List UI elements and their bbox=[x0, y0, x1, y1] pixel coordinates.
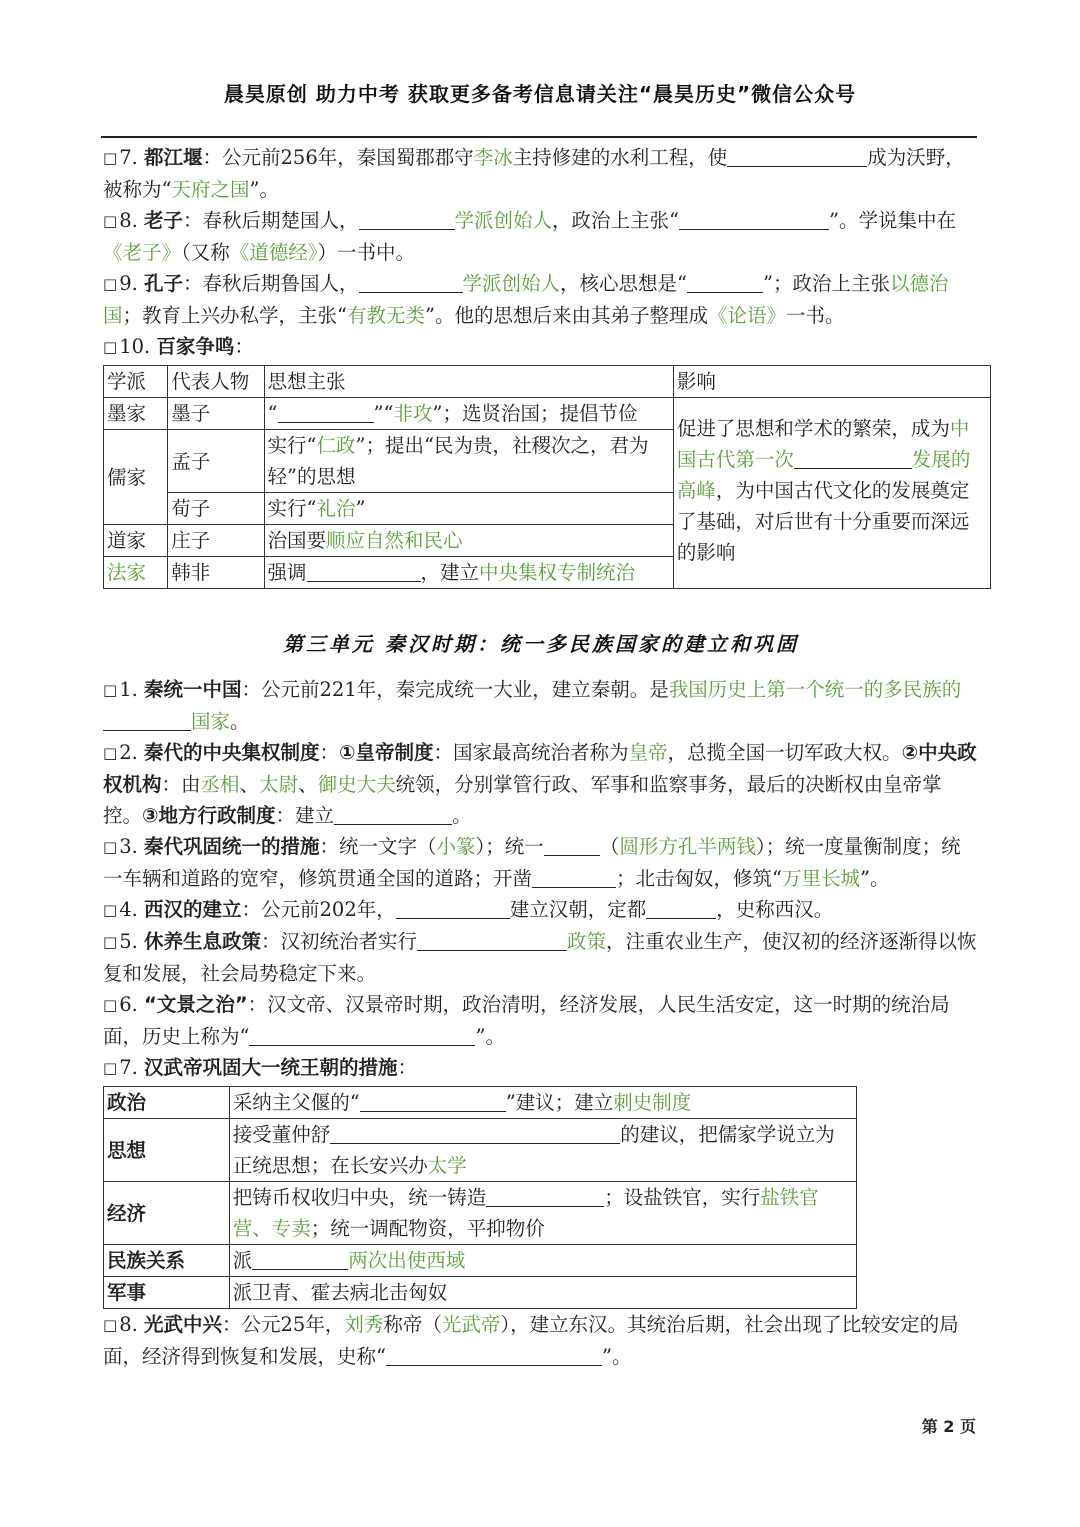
fill-blank[interactable] bbox=[330, 1121, 620, 1144]
item-hanwudi: □ 7. 汉武帝巩固大一统王朝的措施： bbox=[103, 1056, 418, 1079]
item-wenjing: □ 6. “文景之治”：汉文帝、汉景帝时期，政治清明，经济发展，人民生活安定，这一时期的统治局面，历史上称为“ ”。 bbox=[103, 993, 950, 1048]
page-number: 第 2 页 bbox=[921, 1417, 976, 1436]
fill-blank[interactable] bbox=[386, 1343, 602, 1366]
col-header: 影响 bbox=[673, 366, 990, 398]
fill-blank[interactable] bbox=[278, 400, 374, 423]
fill-blank[interactable] bbox=[360, 1089, 506, 1112]
item-xihan: □ 4. 西汉的建立：公元前202年， 建立汉朝，定都 ，史称西汉。 bbox=[103, 898, 834, 921]
checkbox-icon[interactable]: □ bbox=[103, 149, 118, 167]
item-xiuyang: □ 5. 休养生息政策：汉初统治者实行 政策，注重农业生产，使汉初的经济逐渐得以恢复和发展，社会局势稳定下来。 bbox=[103, 930, 977, 985]
table-row: 荀子 实行“礼治” bbox=[104, 493, 991, 525]
fill-blank[interactable] bbox=[396, 896, 510, 919]
header-rule bbox=[101, 136, 977, 138]
table-row: 墨家 墨子 “ ”“非攻”；选贤治国；提倡节俭 促进了思想和学术的繁荣，成为中国古代第一次 发展的高峰，为中国古代文化的发展奠定了基础，对后世有十分重要而深远的影响 bbox=[104, 398, 991, 430]
checkbox-icon[interactable]: □ bbox=[103, 212, 118, 230]
fill-blank[interactable] bbox=[359, 207, 455, 230]
checkbox-icon[interactable]: □ bbox=[103, 1059, 118, 1077]
item-laozi: □ 8. 老子：春秋后期楚国人， 学派创始人，政治上主张“ ”。学说集中在《老子》（又称《道德经》）一书中。 bbox=[103, 209, 957, 264]
checkbox-icon[interactable]: □ bbox=[103, 1316, 118, 1334]
checkbox-icon[interactable]: □ bbox=[103, 996, 118, 1014]
table-row: 法家 韩非 强调 ，建立中央集权专制统治 bbox=[104, 557, 991, 589]
fill-blank[interactable] bbox=[486, 1184, 604, 1207]
page-content bbox=[103, 142, 979, 1372]
item-qin-measures: □ 3. 秦代巩固统一的措施：统一文字（小篆）；统一 （圆形方孔半两钱）；统一度量衡制度；统一车辆和道路的宽窄，修筑贯通全国的道路；开凿 ；北击匈奴，修筑“万里长城”。 bbox=[103, 835, 961, 890]
table-row: 政治 采纳主父偃的“ ”建议；建立刺史制度 bbox=[104, 1087, 857, 1119]
checkbox-icon[interactable]: □ bbox=[103, 275, 118, 293]
fill-blank[interactable] bbox=[679, 207, 829, 230]
unit-title: 第三单元 秦汉时期：统一多民族国家的建立和巩固 bbox=[283, 632, 799, 656]
page-header: 晨昊原创 助力中考 获取更多备考信息请关注“晨昊历史”微信公众号 bbox=[223, 82, 857, 106]
col-header: 思想主张 bbox=[264, 366, 673, 398]
table-row: 民族关系 派 两次出使西域 bbox=[104, 1245, 857, 1277]
checkbox-icon[interactable]: □ bbox=[103, 744, 118, 762]
item-dujiangyan: □ 7. 都江堰：公元前256年，秦国蜀郡郡守李冰主持修建的水利工程，使 成为沃野，被称为“天府之国”。 bbox=[103, 146, 965, 201]
table-row: 儒家 孟子 实行“仁政”；提出“民为贵，社稷次之，君为轻”的思想 bbox=[104, 430, 991, 493]
table-row: 军事 派卫青、霍去病北击匈奴 bbox=[104, 1277, 857, 1309]
item-baijia: □ 10. 百家争鸣： bbox=[103, 335, 254, 358]
hanwudi-table bbox=[103, 1086, 857, 1309]
item-qin-unify: □ 1. 秦统一中国：公元前221年，秦完成统一大业，建立秦朝。是我国历史上第一个统一的多民族的国家。 bbox=[103, 678, 962, 733]
fill-blank[interactable] bbox=[727, 144, 867, 167]
fill-blank[interactable] bbox=[687, 270, 763, 293]
fill-blank[interactable] bbox=[334, 802, 452, 825]
fill-blank[interactable] bbox=[794, 446, 912, 469]
col-header: 代表人物 bbox=[168, 366, 264, 398]
checkbox-icon[interactable]: □ bbox=[103, 933, 118, 951]
checkbox-icon[interactable]: □ bbox=[103, 338, 118, 356]
col-header: 学派 bbox=[104, 366, 168, 398]
fill-blank[interactable] bbox=[249, 1023, 475, 1046]
fill-blank[interactable] bbox=[544, 833, 600, 856]
table-header-row bbox=[104, 366, 991, 398]
fill-blank[interactable] bbox=[646, 896, 716, 919]
item-qin-system: □ 2. 秦代的中央集权制度：①皇帝制度：国家最高统治者称为皇帝，总揽全国一切军政大权。②中央政权机构：由丞相、太尉、御史大夫统领，分别掌管行政、军事和监察事务，最后的决断权由皇帝掌控。③地方行政制度：建立 。 bbox=[103, 741, 977, 827]
schools-table bbox=[103, 365, 991, 589]
checkbox-icon[interactable]: □ bbox=[103, 901, 118, 919]
fill-blank[interactable] bbox=[359, 270, 463, 293]
fill-blank[interactable] bbox=[252, 1247, 348, 1270]
table-row: 道家 庄子 治国要顺应自然和民心 bbox=[104, 525, 991, 557]
fill-blank[interactable] bbox=[532, 865, 616, 888]
checkbox-icon[interactable]: □ bbox=[103, 681, 118, 699]
fill-blank[interactable] bbox=[103, 708, 191, 731]
influence-cell: 促进了思想和学术的繁荣，成为中国古代第一次 发展的高峰，为中国古代文化的发展奠定了基础，对后世有十分重要而深远的影响 bbox=[673, 398, 990, 589]
checkbox-icon[interactable]: □ bbox=[103, 838, 118, 856]
table-row: 经济 把铸币权收归中央，统一铸造 ；设盐铁官，实行盐铁官营、专卖；统一调配物资，平抑物价 bbox=[104, 1182, 857, 1245]
fill-blank[interactable] bbox=[307, 559, 421, 582]
item-guangwu: □ 8. 光武中兴：公元25年，刘秀称帝（光武帝），建立东汉。其统治后期，社会出现了比较安定的局面，经济得到恢复和发展，史称“ ”。 bbox=[103, 1313, 959, 1368]
fill-blank[interactable] bbox=[417, 928, 567, 951]
table-row: 思想 接受董仲舒 的建议，把儒家学说立为正统思想；在长安兴办太学 bbox=[104, 1119, 857, 1182]
item-kongzi: □ 9. 孔子：春秋后期鲁国人， 学派创始人，核心思想是“ ”；政治上主张以德治国；教育上兴办私学，主张“有教无类”。他的思想后来由其弟子整理成《论语》一书。 bbox=[103, 272, 949, 327]
